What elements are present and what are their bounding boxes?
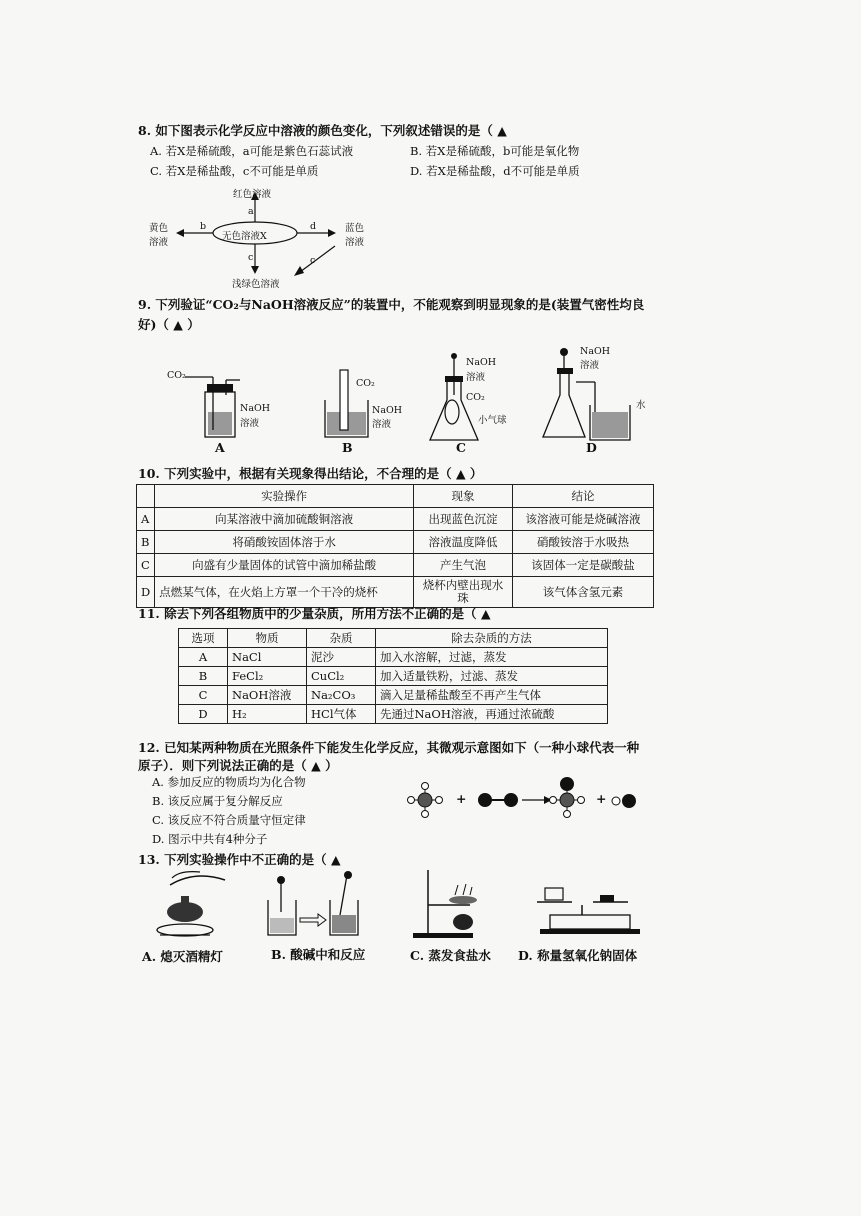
q9-d-water: 水 [636,400,646,411]
q9-option-a: A [215,440,225,455]
q8-option-a: A. 若X是稀硫酸，a可能是紫色石蕊试液 [150,144,354,158]
row-operation: 将硝酸铵固体溶于水 [155,531,414,554]
q8-option-b: B. 若X是稀硫酸，b可能是氧化物 [410,144,580,158]
q13-stem: 13. 下列实验操作中不正确的是（ ▲ [138,852,341,867]
q9-stem-line1: 9. 下列验证“CO₂与NaOH溶液反应”的装置中，不能观察到明显现象的是(装置气密性均良 [138,297,645,312]
illustration-neutralization [268,871,358,935]
q9-option-c: C [456,440,466,455]
q13-option-c: C. 蒸发食盐水 [410,948,491,963]
row-phenomenon: 产生气泡 [413,554,512,577]
row-substance: NaOH溶液 [228,686,307,705]
q9-a-naoh: NaOH [240,403,271,414]
row-substance: NaCl [228,648,307,667]
row-impurity: 泥沙 [307,648,376,667]
q9-b-naoh: NaOH [372,405,403,416]
q13-option-d: D. 称量氢氧化钠固体 [518,948,638,963]
row-method: 滴入足量稀盐酸至不再产生气体 [376,686,608,705]
q12-plus1: + [456,791,467,806]
q12-option-b: B. 该反应属于复分解反应 [152,794,283,808]
row-key: A [179,648,228,667]
row-phenomenon: 溶液温度降低 [413,531,512,554]
q12-option-d: D. 图示中共有4种分子 [152,832,268,846]
row-conclusion: 该气体含氢元素 [512,577,653,608]
header-impurity: 杂质 [307,629,376,648]
header-option: 选项 [179,629,228,648]
q8-top-label: 红色溶液 [233,189,272,200]
q9-c-naoh: NaOH [466,357,497,368]
row-operation: 向某溶液中滴加硫酸铜溶液 [155,508,414,531]
q9-option-b: B [342,440,353,455]
row-key: C [137,554,155,577]
row-key: C [179,686,228,705]
q9-b-sol: 溶液 [372,419,392,430]
row-phenomenon: 出现蓝色沉淀 [413,508,512,531]
row-key: D [137,577,155,608]
row-key: B [179,667,228,686]
q13-option-a: A. 熄灭酒精灯 [142,949,223,964]
q9-a-co2: CO₂ [167,370,186,381]
row-impurity: Na₂CO₃ [307,686,376,705]
illustration-balance [537,888,640,934]
row-conclusion: 该溶液可能是烧碱溶液 [512,508,653,531]
q9-c-balloon: 小气球 [478,415,507,426]
q9-stem-line2: 好)（ ▲ ） [138,317,200,332]
q8-right-label: 蓝色溶液 [345,223,365,248]
illustration-evaporation [413,870,477,938]
row-impurity: HCl气体 [307,705,376,724]
row-key: A [137,508,155,531]
header-phenomenon: 现象 [413,485,512,508]
q8-arrow-c2: c [310,255,316,266]
row-impurity: CuCl₂ [307,667,376,686]
header-operation: 实验操作 [155,485,414,508]
row-operation: 点燃某气体，在火焰上方罩一个干冷的烧杯 [155,577,414,608]
q10-stem: 10. 下列实验中，根据有关现象得出结论，不合理的是（ ▲ ） [138,466,483,481]
q11-stem: 11. 除去下列各组物质中的少量杂质，所用方法不正确的是（ ▲ [138,606,491,621]
header-conclusion: 结论 [512,485,653,508]
row-conclusion: 硝酸铵溶于水吸热 [512,531,653,554]
q9-c-co2: CO₂ [466,392,485,403]
q9-c-sol: 溶液 [466,372,486,383]
q8-option-d: D. 若X是稀盐酸，d不可能是单质 [410,164,580,178]
header-substance: 物质 [228,629,307,648]
row-conclusion: 该固体一定是碳酸盐 [512,554,653,577]
q12-option-a: A. 参加反应的物质均为化合物 [152,775,306,789]
q8-arrow-c: c [248,252,254,263]
q8-center-label: 无色溶液X [222,231,267,242]
row-operation: 向盛有少量固体的试管中滴加稀盐酸 [155,554,414,577]
q12-plus2: + [596,791,607,806]
q8-arrow-b: b [200,221,207,232]
row-method: 先通过NaOH溶液，再通过浓硫酸 [376,705,608,724]
illustration-alcohol-lamp [157,872,225,936]
q9-d-naoh: NaOH [580,346,611,357]
row-key: D [179,705,228,724]
row-method: 加入适量铁粉，过滤、蒸发 [376,667,608,686]
q12-stem-line1: 12. 已知某两种物质在光照条件下能发生化学反应，其微观示意图如下（一种小球代表一种 [138,740,640,755]
q12-option-c: C. 该反应不符合质量守恒定律 [152,813,306,827]
row-substance: FeCl₂ [228,667,307,686]
q8-left-label: 黄色溶液 [149,223,169,248]
row-substance: H₂ [228,705,307,724]
q9-a-sol: 溶液 [240,418,260,429]
row-key: B [137,531,155,554]
q8-bottom-label: 浅绿色溶液 [232,279,280,290]
q9-b-co2: CO₂ [356,378,375,389]
q9-option-d: D [586,440,597,455]
q8-stem: 8. 如下图表示化学反应中溶液的颜色变化，下列叙述错误的是（ ▲ [138,123,507,138]
row-method: 加入水溶解，过滤，蒸发 [376,648,608,667]
q12-stem-line2: 原子）．则下列说法正确的是（ ▲ ） [138,758,338,773]
row-phenomenon: 烧杯内壁出现水珠 [413,577,512,608]
q8-option-c: C. 若X是稀盐酸，c不可能是单质 [150,164,319,178]
q13-option-b: B. 酸碱中和反应 [271,947,366,962]
q9-d-sol: 溶液 [580,360,600,371]
q8-arrow-d: d [310,221,317,232]
q8-arrow-a: a [248,206,254,217]
header-method: 除去杂质的方法 [376,629,608,648]
